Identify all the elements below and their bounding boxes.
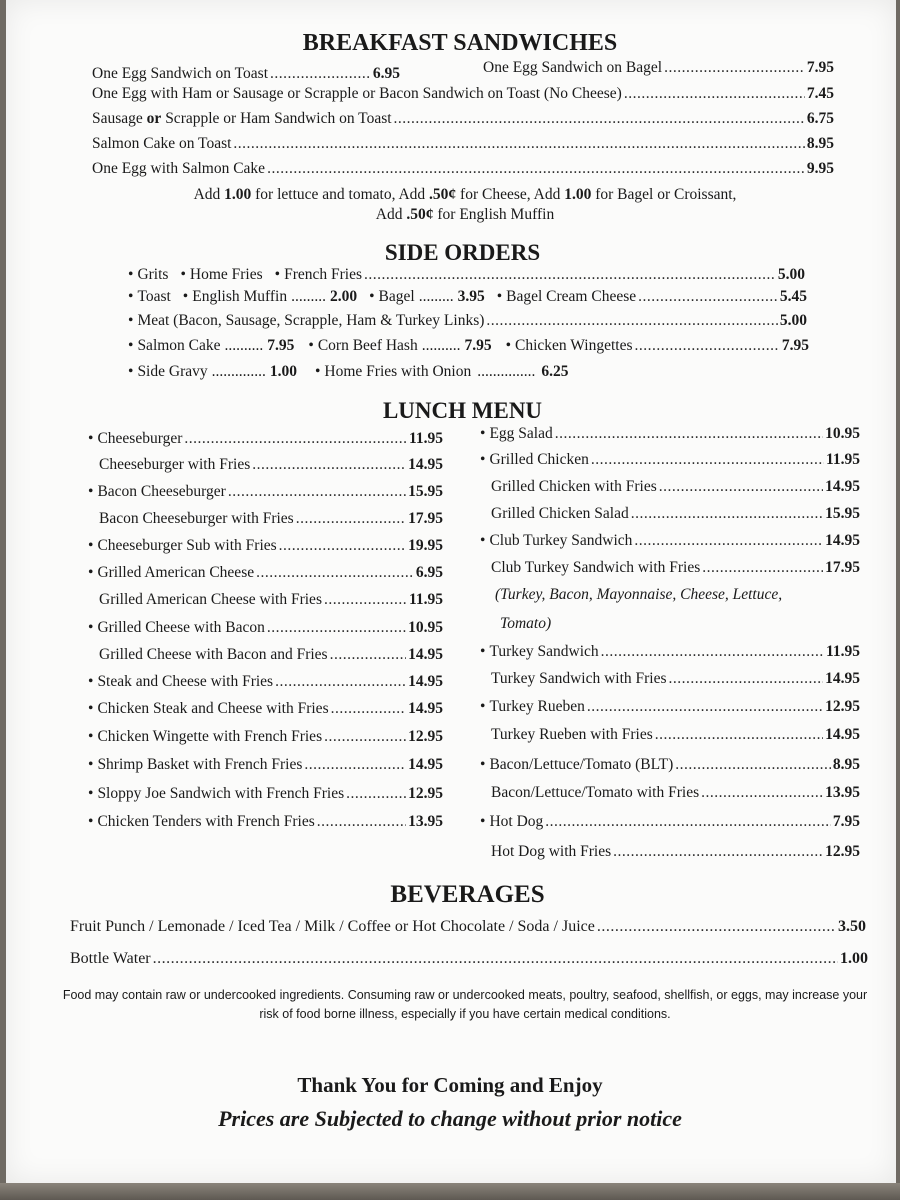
item-price: 14.95	[825, 670, 860, 687]
menu-item	[92, 160, 834, 178]
item-price: 5.00	[777, 266, 805, 283]
breakfast-heading: BREAKFAST SANDWICHES	[302, 30, 618, 56]
leader-dots	[664, 59, 805, 77]
lunch-item	[99, 510, 443, 528]
bullet-icon: •	[88, 728, 94, 745]
leader-dots	[631, 505, 823, 523]
item-price: 5.00	[779, 312, 807, 329]
item-name: Chicken Steak and Cheese with Fries	[97, 700, 329, 717]
leader-dots	[486, 312, 777, 330]
bullet-icon: •	[88, 756, 94, 773]
leader-dots	[267, 619, 406, 637]
leader-dots	[267, 160, 805, 178]
item-price: 11.95	[825, 643, 860, 660]
side-row: • Grits • Home Fries • French Fries ..... 5.00	[128, 266, 805, 284]
prices-change-note: Prices are Subjected to change without prior notice	[218, 1106, 682, 1131]
bullet-icon: •	[480, 813, 486, 830]
item-name: Club Turkey Sandwich	[489, 532, 633, 549]
item-name: Bacon/Lettuce/Tomato with Fries	[491, 784, 700, 801]
leader-dots	[252, 456, 406, 474]
lunch-item	[480, 643, 860, 661]
lunch-item	[480, 532, 860, 550]
item-price: 14.95	[825, 726, 860, 743]
item-price: 7.95	[832, 813, 860, 830]
item-name: Home Fries	[189, 266, 263, 283]
item-price: 14.95	[408, 456, 443, 473]
food-safety-disclaimer: Food may contain raw or undercooked ingredients. Consuming raw or undercooked meats, poultry, seafood, shellfish, or eggs, may increase your risk of food borne illness, especially if you have certain medical conditions.	[62, 988, 868, 1021]
item-price: 11.95	[408, 430, 443, 447]
club-ingredients-note: (Turkey, Bacon, Mayonnaise, Cheese, Lettuce,	[495, 586, 783, 603]
lunch-item	[88, 728, 443, 746]
item-name: Bacon Cheeseburger	[97, 483, 226, 500]
item-price: 14.95	[408, 700, 443, 717]
bullet-icon: •	[480, 756, 486, 773]
item-price: 7.95	[781, 337, 809, 354]
item-name: Cheeseburger Sub with Fries	[97, 537, 277, 554]
bullet-icon: •	[480, 643, 486, 660]
menu-item	[70, 918, 866, 936]
lunch-item	[491, 670, 860, 688]
lunch-item	[88, 700, 443, 718]
leader-dots	[296, 510, 406, 528]
leader-dots	[601, 643, 824, 661]
item-name: One Egg Sandwich on Toast	[92, 65, 268, 82]
item-name: Turkey Sandwich with Fries	[491, 670, 667, 687]
lunch-item	[88, 430, 443, 448]
breakfast-addons-note: Add 1.00 for lettuce and tomato, Add .50¢ for Cheese, Add 1.00 for Bagel or Croissant,	[193, 186, 737, 203]
leader-dots	[346, 785, 406, 803]
bullet-icon: •	[480, 451, 486, 468]
item-price: 11.95	[408, 591, 443, 608]
bullet-icon: •	[88, 813, 94, 830]
leader-dots	[624, 85, 805, 103]
lunch-heading: LUNCH MENU	[382, 398, 543, 423]
item-price: 10.95	[825, 425, 860, 442]
item-name: Turkey Sandwich	[489, 643, 599, 660]
leader-dots	[394, 110, 805, 128]
bullet-icon: •	[88, 483, 94, 500]
item-name: Hot Dog	[489, 813, 544, 830]
item-price: 12.95	[408, 728, 443, 745]
lunch-item	[480, 698, 860, 716]
item-price: 3.50	[838, 918, 866, 935]
bullet-icon: •	[88, 537, 94, 554]
item-name: Sausage or Scrapple or Ham Sandwich on Toast	[92, 110, 392, 127]
leader-dots	[675, 756, 831, 774]
leader-dots	[275, 673, 406, 691]
item-price: 7.95	[806, 59, 834, 76]
item-name: Salmon Cake on Toast	[92, 135, 232, 152]
lunch-item	[491, 843, 860, 861]
item-name: Fruit Punch / Lemonade / Iced Tea / Milk / Coffee or Hot Chocolate / Soda / Juice	[70, 918, 595, 935]
item-name: Chicken Wingette with French Fries	[97, 728, 323, 745]
item-name: Turkey Rueben with Fries	[491, 726, 653, 743]
item-price: 14.95	[825, 478, 860, 495]
menu-item	[483, 59, 834, 77]
leader-dots	[545, 813, 831, 831]
item-price: 19.95	[408, 537, 443, 554]
leader-dots	[701, 784, 823, 802]
lunch-item	[88, 619, 443, 637]
leader-dots	[324, 728, 406, 746]
item-price: 8.95	[832, 756, 860, 773]
leader-dots	[702, 559, 823, 577]
item-name: Bottle Water	[70, 950, 151, 967]
lunch-item	[99, 591, 443, 609]
item-price: 17.95	[825, 559, 860, 576]
lunch-item	[491, 478, 860, 496]
lunch-item	[88, 483, 443, 501]
leader-dots	[270, 65, 371, 83]
bullet-icon: •	[88, 619, 94, 636]
item-name: French Fries	[284, 266, 362, 283]
item-price: 12.95	[408, 785, 443, 802]
item-price: 17.95	[408, 510, 443, 527]
item-price: 6.75	[806, 110, 834, 127]
item-price: 7.45	[806, 85, 834, 102]
item-price: 10.95	[408, 619, 443, 636]
lunch-item	[99, 646, 443, 664]
bullet-icon: •	[88, 430, 94, 447]
item-price: 14.95	[825, 532, 860, 549]
lunch-item	[480, 813, 860, 831]
item-price: 5.45	[779, 288, 807, 305]
item-name: One Egg with Salmon Cake	[92, 160, 266, 177]
leader-dots	[638, 288, 778, 306]
bullet-icon: •	[480, 698, 486, 715]
side-row: • Toast • English Muffin ......... 2.00 • Bagel ......... 3.95 • Bagel Cream Cheese ..... 5.45	[128, 288, 807, 306]
leader-dots	[279, 537, 406, 555]
item-price: 14.95	[408, 673, 443, 690]
breakfast-muffin-note: Add .50¢ for English Muffin	[375, 206, 555, 223]
lunch-item	[88, 537, 443, 555]
bullet-icon: •	[480, 425, 486, 442]
menu-item	[92, 110, 834, 128]
item-name: Grilled Cheese with Bacon and Fries	[99, 646, 328, 663]
leader-dots	[634, 532, 823, 550]
side-row: • Meat (Bacon, Sausage, Scrapple, Ham & Turkey Links) ..... 5.00	[128, 312, 807, 330]
lunch-item	[491, 559, 860, 577]
leader-dots	[228, 483, 406, 501]
item-name: Shrimp Basket with French Fries	[97, 756, 303, 773]
lunch-item	[491, 505, 860, 523]
leader-dots	[591, 451, 824, 469]
item-price: 11.95	[825, 451, 860, 468]
item-name: Bacon/Lettuce/Tomato (BLT)	[489, 756, 674, 773]
lunch-item	[88, 756, 443, 774]
lunch-item	[480, 756, 860, 774]
leader-dots	[364, 266, 776, 284]
leader-dots	[317, 813, 406, 831]
item-name: Hot Dog with Fries	[491, 843, 612, 860]
item-name: Cheeseburger	[97, 430, 183, 447]
item-price: 15.95	[825, 505, 860, 522]
bullet-icon: •	[88, 700, 94, 717]
item-price: 15.95	[408, 483, 443, 500]
leader-dots	[613, 843, 823, 861]
lunch-item	[88, 813, 443, 831]
item-name: Turkey Rueben	[489, 698, 585, 715]
lunch-item	[491, 726, 860, 744]
lunch-item	[88, 785, 443, 803]
item-name: Grits	[137, 266, 169, 283]
table-edge	[0, 1183, 900, 1200]
item-price: 12.95	[825, 698, 860, 715]
item-name: Grilled Chicken Salad	[491, 505, 629, 522]
lunch-item	[88, 564, 443, 582]
item-name: Grilled American Cheese	[97, 564, 255, 581]
lunch-item	[99, 456, 443, 474]
item-name: Grilled American Cheese with Fries	[99, 591, 322, 608]
item-name: Sloppy Joe Sandwich with French Fries	[97, 785, 345, 802]
item-price: 1.00	[840, 950, 868, 967]
leader-dots	[153, 950, 838, 968]
item-name: Egg Salad	[489, 425, 553, 442]
item-name: Club Turkey Sandwich with Fries	[491, 559, 701, 576]
menu-item	[70, 950, 868, 968]
bullet-icon: •	[88, 673, 94, 690]
item-price: 6.95	[415, 564, 443, 581]
thank-you-text: Thank You for Coming and Enjoy	[297, 1073, 603, 1097]
item-price: 14.95	[408, 646, 443, 663]
item-name: Grilled Chicken	[489, 451, 589, 468]
menu-item	[92, 85, 834, 103]
leader-dots	[330, 646, 407, 664]
bullet-icon: •	[88, 785, 94, 802]
beverages-heading: BEVERAGES	[390, 881, 545, 908]
leader-dots	[304, 756, 406, 774]
leader-dots	[635, 337, 780, 355]
item-name: Grilled Cheese with Bacon	[97, 619, 265, 636]
leader-dots	[597, 918, 836, 936]
bullet-icon: •	[480, 532, 486, 549]
item-price: 9.95	[806, 160, 834, 177]
item-price: 6.95	[372, 65, 400, 82]
leader-dots	[555, 425, 823, 443]
leader-dots	[184, 430, 407, 448]
item-price: 14.95	[408, 756, 443, 773]
item-name: Grilled Chicken with Fries	[491, 478, 657, 495]
leader-dots	[233, 135, 804, 153]
leader-dots	[587, 698, 823, 716]
lunch-item	[480, 451, 860, 469]
leader-dots	[669, 670, 824, 688]
leader-dots	[331, 700, 407, 718]
leader-dots	[655, 726, 823, 744]
side-orders-heading: SIDE ORDERS	[384, 240, 541, 265]
menu-item	[92, 135, 834, 153]
leader-dots	[659, 478, 823, 496]
menu-item	[92, 65, 400, 83]
item-name: Cheeseburger with Fries	[99, 456, 251, 473]
bullet-icon: •	[88, 564, 94, 581]
item-price: 8.95	[806, 135, 834, 152]
item-name: Chicken Tenders with French Fries	[97, 813, 315, 830]
item-price: 13.95	[825, 784, 860, 801]
club-ingredients-note: Tomato)	[500, 615, 552, 632]
side-row: • Side Gravy .............. 1.00 • Home Fries with Onion ............... 6.25	[128, 363, 569, 380]
item-price: 12.95	[825, 843, 860, 860]
lunch-item	[491, 784, 860, 802]
lunch-item	[88, 673, 443, 691]
item-name: One Egg with Ham or Sausage or Scrapple or Bacon Sandwich on Toast (No Cheese)	[92, 85, 622, 102]
lunch-item	[480, 425, 860, 443]
item-name: Steak and Cheese with Fries	[97, 673, 274, 690]
leader-dots	[256, 564, 414, 582]
item-name: Bacon Cheeseburger with Fries	[99, 510, 294, 527]
item-name: One Egg Sandwich on Bagel	[483, 59, 663, 76]
side-row: • Salmon Cake .......... 7.95 • Corn Beef Hash .......... 7.95 • Chicken Wingettes ..... 7.95	[128, 337, 809, 355]
item-price: 13.95	[408, 813, 443, 830]
leader-dots	[324, 591, 407, 609]
